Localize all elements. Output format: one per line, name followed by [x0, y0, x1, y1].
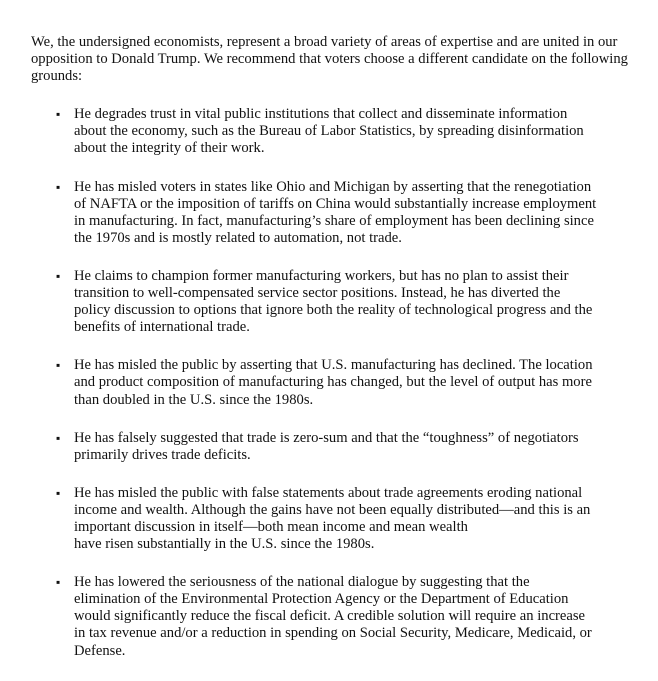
square-bullet-icon: ▪: [56, 575, 61, 590]
ground-text: He has lowered the seriousness of the national dialogue by suggesting that the elimination of the Environmental Protection Agency or the Department of Education would significantly reduce the fiscal deficit. A credible solution will require an increase in tax revenue and/or a reduction in spending on Social Security, Medicare, Medicaid, or Defense.: [74, 574, 592, 659]
ground-text: He has misled the public by asserting that U.S. manufacturing has declined. The location and product composition of manufacturing has changed, but the level of output has more than doubled in the U.S. since the 1980s.: [74, 357, 593, 408]
list-item: [31, 179, 629, 247]
list-item: [31, 268, 629, 336]
grounds-list: [31, 106, 629, 659]
letter-document: [31, 34, 629, 681]
ground-text: He degrades trust in vital public institutions that collect and disseminate information about the economy, such as the Bureau of Labor Statistics, by spreading disinformation about the integrity of their work.: [74, 106, 584, 157]
square-bullet-icon: ▪: [56, 485, 61, 500]
list-item: [31, 106, 629, 157]
ground-text: He has misled the public with false statements about trade agreements eroding national income and wealth. Although the gains have not been equally distributed—and this is an important discussion in itself—both mean income and mean wealth have risen substantially in the U.S. since the 1980s.: [74, 484, 591, 553]
square-bullet-icon: ▪: [56, 179, 61, 194]
square-bullet-icon: ▪: [56, 268, 61, 283]
intro-paragraph: We, the undersigned economists, represent a broad variety of areas of expertise and are united in our opposition to Donald Trump. We recommend that voters choose a different candidate on the following grounds:: [31, 34, 628, 85]
ground-text: He has falsely suggested that trade is zero-sum and that the “toughness” of negotiators primarily drives trade deficits.: [74, 429, 579, 463]
square-bullet-icon: ▪: [56, 358, 61, 373]
list-item: [31, 357, 629, 408]
list-item: [31, 485, 629, 553]
ground-text: He claims to champion former manufacturing workers, but has no plan to assist their transition to well-compensated service sector positions. Instead, he has diverted the policy discussion to options that ignore both the reality of technological progress and the benefits of international trade.: [74, 267, 593, 336]
square-bullet-icon: ▪: [56, 430, 61, 445]
square-bullet-icon: ▪: [56, 107, 61, 122]
list-item: [31, 574, 629, 659]
list-item: [31, 430, 629, 464]
ground-text: He has misled voters in states like Ohio and Michigan by asserting that the renegotiation of NAFTA or the imposition of tariffs on China would substantially increase employment in manufacturing. In fact, manufacturing’s share of employment has been declining since the 1970s and is mostly related to automation, not trade.: [74, 178, 597, 246]
